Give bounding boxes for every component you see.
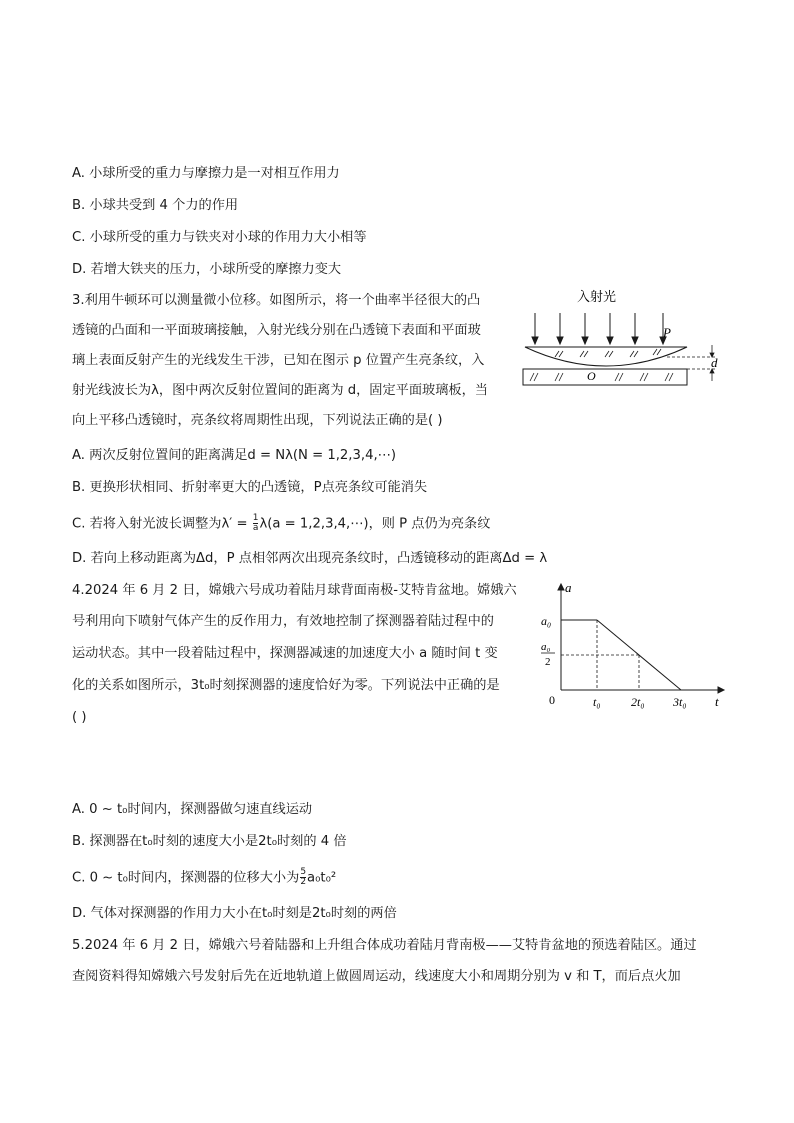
q3-option-c-fraction: $\frac{1}{a}$ [252, 513, 259, 533]
q4-stem-line-1: 4.2024 年 6 月 2 日，嫦娥六号成功着陆月球背面南极-艾特肯盆地。嫦娥六 [72, 583, 517, 598]
graph-guides [561, 620, 639, 690]
glass-plate [523, 369, 687, 385]
p-label: P [663, 325, 671, 340]
q4-stem-line-4: 化的关系如图所示，3t₀时刻探测器的速度恰好为零。下列说法中正确的是 [72, 678, 500, 693]
q2-option-d: D. 若增大铁夹的压力，小球所受的摩擦力变大 [72, 262, 342, 277]
q4-stem-line-5: ( ) [72, 710, 87, 725]
q2-option-b: B. 小球共受到 4 个力的作用 [72, 198, 239, 213]
convex-lens [525, 347, 687, 366]
newtons-rings-figure [515, 285, 725, 395]
graph-axes [558, 584, 724, 693]
q4-option-a: A. 0 ~ t₀时间内，探测器做匀速直线运动 [72, 802, 313, 817]
q3-stem-line-2: 透镜的凸面和一平面玻璃接触，入射光线分别在凸透镜下表面和平面玻 [72, 323, 481, 338]
acceleration-time-graph [535, 578, 730, 713]
y-tick-half-num: a₀ [541, 641, 551, 653]
q3-option-d: D. 若向上移动距离为Δd，P 点相邻两次出现亮条纹时，凸透镜移动的距离Δd = λ [72, 551, 548, 566]
q5-stem-line-2: 查阅资料得知嫦娥六号发射后先在近地轨道上做圆周运动，线速度大小和周期分别为 v 和 T，而后点火加 [72, 969, 681, 984]
q3-option-c-post: λ(a = 1,2,3,4,⋯)，则 P 点仍为亮条纹 [259, 516, 491, 532]
q4-option-d: D. 气体对探测器的作用力大小在t₀时刻是2t₀时刻的两倍 [72, 906, 397, 921]
q3-stem-line-3: 璃上表面反射产生的光线发生干涉，已知在图示 p 位置产生亮条纹，入 [72, 353, 485, 368]
q4-option-c-post: a₀t₀² [307, 870, 337, 886]
q3-option-c-pre: C. 若将入射光波长调整为λ′ = [72, 516, 252, 532]
q5-stem-line-1: 5.2024 年 6 月 2 日，嫦娥六号着陆器和上升组合体成功着陆月背南极——艾特肯盆地的预选着陆区。通过 [72, 938, 697, 953]
incident-rays [532, 313, 666, 344]
q4-stem-line-2: 号利用向下喷射气体产生的反作用力，有效地控制了探测器着陆过程中的 [72, 614, 494, 629]
q4-option-c [72, 868, 336, 888]
q3-option-c [72, 514, 490, 534]
q2-option-a: A. 小球所受的重力与摩擦力是一对相互作用力 [72, 166, 340, 181]
q3-stem-line-4: 射光线波长为λ，图中两次反射位置间的距离为 d，固定平面玻璃板，当 [72, 383, 488, 398]
x-tick-t0: t₀ [593, 695, 601, 709]
q3-stem-line-5: 向上平移凸透镜时，亮条纹将周期性出现，下列说法正确的是( ) [72, 413, 443, 428]
q3-stem-line-1: 3.利用牛顿环可以测量微小位移。如图所示，将一个曲率半径很大的凸 [72, 293, 481, 308]
y-tick-half-den: 2 [545, 656, 551, 668]
o-label: O [587, 369, 596, 383]
q4-stem-line-3: 运动状态。其中一段着陆过程中，探测器减速的加速度大小 a 随时间 t 变 [72, 646, 498, 661]
d-label: d [711, 355, 718, 370]
q4-option-c-fraction: $\frac{5}{2}$ [300, 867, 307, 887]
x-axis-label: t [715, 694, 719, 709]
y-axis-label: a [565, 580, 572, 595]
x-tick-3t0: 3t₀ [673, 695, 687, 709]
origin-label: 0 [549, 693, 555, 707]
q2-option-c: C. 小球所受的重力与铁夹对小球的作用力大小相等 [72, 230, 367, 245]
q4-option-b: B. 探测器在t₀时刻的速度大小是2t₀时刻的 4 倍 [72, 834, 347, 849]
y-tick-a0: a₀ [541, 614, 552, 628]
d-guides [667, 357, 715, 369]
q4-option-c-pre: C. 0 ~ t₀时间内，探测器的位移大小为 [72, 870, 300, 886]
q3-option-a: A. 两次反射位置间的距离满足d = Nλ(N = 1,2,3,4,⋯) [72, 448, 397, 463]
incident-light-label: 入射光 [577, 289, 617, 304]
x-tick-2t0: 2t₀ [631, 695, 645, 709]
q3-option-b: B. 更换形状相同、折射率更大的凸透镜，P点亮条纹可能消失 [72, 480, 428, 495]
